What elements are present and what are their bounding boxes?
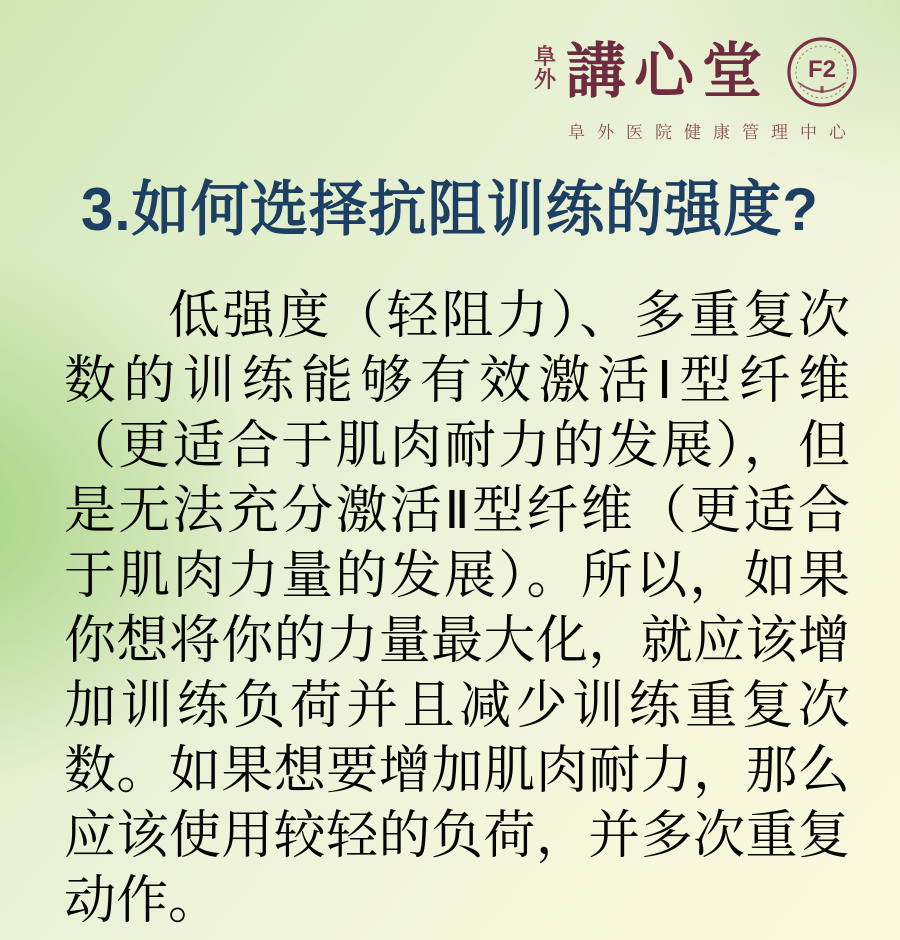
- logo-block: [534, 36, 858, 143]
- seal-script-column: [534, 45, 556, 91]
- body-line: 应该使用较轻的负荷，并多次重复: [64, 808, 850, 865]
- hospital-seal-icon: [786, 36, 858, 108]
- body-line: 数的训练能够有效激活Ⅰ型纤维: [64, 353, 850, 410]
- body-line: 低强度（轻阻力）、多重复次: [168, 288, 850, 345]
- body-line: 数。如果想要增加肌肉耐力，那么: [64, 743, 850, 800]
- logo-subtitle: 阜外医院健康管理中心: [568, 123, 858, 142]
- seal-char-bottom: 外: [533, 67, 556, 92]
- logo-row: [534, 36, 858, 108]
- body-paragraph: [64, 284, 850, 934]
- body-line: 是无法充分激活Ⅱ型纤维（更适合: [64, 483, 850, 540]
- page-title: 3.如何选择抗阻训练的强度?: [81, 176, 819, 243]
- badge-monogram: F2: [807, 56, 837, 83]
- body-line: （更适合于肌肉耐力的发展），但: [64, 418, 850, 475]
- brand-calligraphy: 講心堂: [566, 37, 770, 107]
- body-line: 动作。: [64, 873, 221, 930]
- body-line: 加训练负荷并且减少训练重复次: [64, 678, 850, 735]
- body-line: 你想将你的力量最大化，就应该增: [64, 613, 850, 670]
- body-line: 于肌肉力量的发展）。所以，如果: [64, 548, 850, 605]
- seal-char-top: 阜: [533, 43, 556, 69]
